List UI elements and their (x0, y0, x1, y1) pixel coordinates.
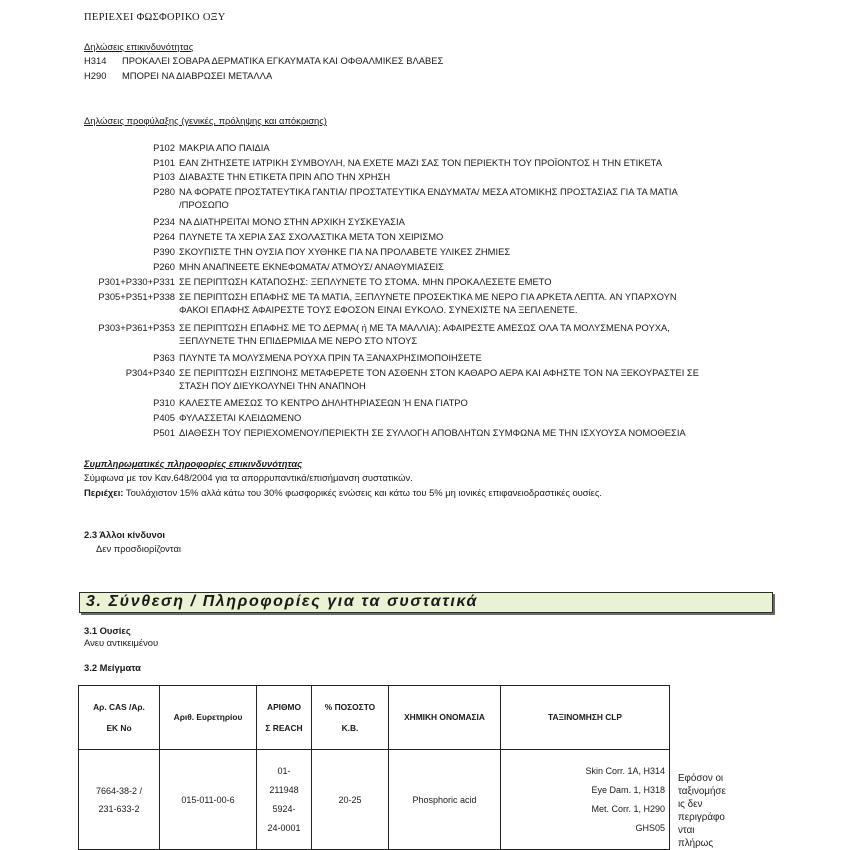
precaution-text: ΝΑ ΔΙΑΤΗΡΕΙΤΑΙ ΜΟΝΟ ΣΤΗΝ ΑΡΧΙΚΗ ΣΥΣΚΕΥΑΣΙΑ (179, 216, 405, 227)
precaution-text: ΣΚΟΥΠΙΣΤΕ ΤΗΝ ΟΥΣΙΑ ΠΟΥ ΧΥΘΗΚΕ ΓΙΑ ΝΑ ΠΡΟΛΑΒΕΤΕ ΥΛΙΚΕΣ ΖΗΜΙΕΣ (179, 246, 511, 257)
col-header-clp (501, 686, 670, 750)
section-3-title: 3. Σύνθεση / Πληροφορίες για τα συστατικά (86, 593, 479, 610)
other-hazards-text: Δεν προσδιορίζονται (96, 543, 181, 554)
col-header-cas (79, 686, 160, 750)
precaution-row (98, 276, 552, 289)
precaution-text: ΠΛΥΝΤΕ ΤΑ ΜΟΛΥΣΜΕΝΑ ΡΟΥΧΑ ΠΡΙΝ ΤΑ ΞΑΝΑΧΡΗΣΙΜΟΠΟΙΗΣΕΤΕ (179, 352, 482, 363)
precaution-code: P304+P340 (125, 367, 175, 378)
precaution-heading: Δηλώσεις προφύλαξης (γενικές, πρόληψης και απόκρισης) (84, 115, 327, 126)
precaution-text: ΣΕ ΠΕΡΙΠΤΩΣΗ ΕΠΑΦΗΣ ΜΕ ΤΑ ΜΑΤΙΑ, ΞΕΠΛΥΝΕΤΕ ΠΡΟΣΕΚΤΙΚΑ ΜΕ ΝΕΡΟ ΓΙΑ ΑΡΚΕΤΑ ΛΕΠΤΑ. ΑΝ ΥΠΑΡΧΟΥΝ (179, 291, 677, 302)
header-line: Κ.Β. (341, 722, 359, 733)
section-3-header (79, 592, 773, 613)
cell-line: Met. Corr. 1, H290 (591, 803, 665, 814)
hazard-text: ΠΡΟΚΑΛΕΙ ΣΟΒΑΡΑ ΔΕΡΜΑΤΙΚΑ ΕΓΚΑΥΜΑΤΑ ΚΑΙ ΟΦΘΑΛΜΙΚΕΣ ΒΛΑΒΕΣ (122, 55, 444, 66)
precaution-code: P310 (153, 397, 175, 408)
mixtures-table (78, 685, 759, 850)
precaution-code: P305+P351+P338 (98, 291, 175, 302)
col-header-index (160, 686, 257, 750)
contains-line: ΠΕΡΙΕΧΕΙ ΦΩΣΦΟΡΙΚΟ ΟΞΥ (84, 12, 226, 23)
precaution-code: P260 (153, 261, 175, 272)
precaution-text: ΣΤΑΣΗ ΠΟΥ ΔΙΕΥΚΟΛΥΝΕΙ ΤΗΝ ΑΝΑΠΝΟΗ (179, 379, 366, 391)
precaution-row (153, 261, 444, 274)
precaution-row (153, 142, 270, 155)
note-line: ταξινομήσε (678, 785, 726, 797)
cell-index: 015-011-00-6 (160, 750, 257, 850)
cell-line: 24-0001 (267, 822, 301, 833)
contains-label: Περιέχει: (84, 487, 124, 498)
cell-percent: 20-25 (312, 750, 389, 850)
precaution-text: ΜΑΚΡΙΑ ΑΠΟ ΠΑΙΔΙΑ (179, 142, 270, 153)
substances-heading: 3.1 Ουσίες (84, 625, 131, 636)
precaution-code: P301+P330+P331 (98, 276, 175, 287)
hazard-code: H314 (84, 55, 107, 66)
supplementary-line: Σύμφωνα με τον Καν.648/2004 για τα απορρυπαντικά/επισήμανση συστατικών. (84, 472, 413, 483)
header-line: ΑΡΙΘΜΟ (267, 701, 301, 712)
supplementary-heading: Συμπληρωματικές πληροφορίες επικινδυνότητας (84, 458, 303, 469)
cell-note (670, 750, 759, 850)
hazard-row (84, 55, 443, 66)
cell-line: 211948 (269, 784, 299, 795)
note-line: Εφόσον οι (678, 772, 724, 784)
hazard-row (84, 70, 272, 81)
precaution-code: P234 (153, 216, 175, 227)
precaution-row (153, 352, 482, 365)
table-row (79, 750, 759, 850)
precaution-text: ΜΗΝ ΑΝΑΠΝΕΕΤΕ ΕΚΝΕΦΩΜΑΤΑ/ ΑΤΜΟΥΣ/ ΑΝΑΘΥΜΙΑΣΕΙΣ (179, 261, 444, 272)
precaution-code: P103 (153, 171, 175, 182)
cell-chem: Phosphoric acid (389, 750, 501, 850)
precaution-row (98, 322, 670, 347)
mixtures-heading: 3.2 Μείγματα (84, 662, 141, 673)
precaution-code: P390 (153, 246, 175, 257)
precaution-code: P102 (153, 142, 175, 153)
hazard-heading: Δηλώσεις επικινδυνότητας (84, 41, 194, 52)
precaution-row (153, 397, 468, 410)
cell-line: GHS05 (635, 822, 665, 833)
header-line: Σ REACH (265, 722, 303, 733)
hazard-text: ΜΠΟΡΕΙ ΝΑ ΔΙΑΒΡΩΣΕΙ ΜΕΤΑΛΛΑ (122, 70, 273, 81)
table-header-row (79, 686, 759, 750)
other-hazards-heading: 2.3 Άλλοι κίνδυνοι (84, 529, 166, 540)
precaution-row (153, 231, 444, 244)
header-line: ΤΑΞΙΝΟΜΗΣΗ CLP (548, 712, 622, 722)
cell-line: 231-633-2 (98, 803, 140, 814)
precaution-row (153, 412, 302, 425)
precaution-code: P101 (153, 157, 175, 168)
precaution-text: ΦΥΛΑΣΣΕΤΑΙ ΚΛΕΙΔΩΜΕΝΟ (179, 412, 302, 423)
precaution-code: P405 (153, 412, 175, 423)
precaution-text: ΦΑΚΟΙ ΕΠΑΦΗΣ ΑΦΑΙΡΕΣΤΕ ΤΟΥΣ ΕΦΟΣΟΝ ΕΙΝΑΙ ΕΥΚΟΛΟ. ΣΥΝΕΧΙΣΤΕ ΝΑ ΞΕΠΛΕΝΕΤΕ. (179, 303, 578, 315)
precaution-code: P303+P361+P353 (98, 322, 175, 333)
precaution-row (153, 186, 678, 211)
cell-line: 7664-38-2 / (95, 785, 143, 796)
header-line: Αρ. CAS /Αρ. (93, 701, 145, 712)
hazard-code: H290 (84, 70, 107, 81)
header-spacer (670, 686, 759, 750)
precaution-row (98, 291, 677, 316)
precaution-text: ΔΙΑΘΕΣΗ ΤΟΥ ΠΕΡΙΕΧΟΜΕΝΟΥ/ΠΕΡΙΕΚΤΗ ΣΕ ΣΥΛΛΟΓΗ ΑΠΟΒΛΗΤΩΝ ΣΥΜΦΩΝΑ ΜΕ ΤΗΝ ΙΣΧΥΟΥΣΑ ΝΟΜΟΘΕΣΙΑ (179, 427, 686, 438)
note-line: ις δεν (678, 798, 703, 810)
cell-line: Skin Corr. 1A, H314 (585, 765, 665, 776)
header-line: ΧΗΜΙΚΗ ΟΝΟΜΑΣΙΑ (404, 712, 485, 722)
precaution-row (153, 171, 391, 184)
precaution-text: ΞΕΠΛΥΝΕΤΕ ΤΗΝ ΕΠΙΔΕΡΜΙΔΑ ΜΕ ΝΕΡΟ ΣΤΟ ΝΤΟΥΣ (179, 334, 418, 346)
col-header-chem (389, 686, 501, 750)
cell-line: Eye Dam. 1, H318 (591, 784, 665, 795)
header-line: % ΠΟΣΟΣΤΟ (324, 701, 376, 712)
precaution-row (153, 157, 662, 170)
col-header-reach (257, 686, 312, 750)
note-line: περιγράφο (678, 811, 725, 823)
header-line: ΕΚ No (106, 722, 132, 733)
precaution-text: ΕΑΝ ΖΗΤΗΣΕΤΕ ΙΑΤΡΙΚΗ ΣΥΜΒΟΥΛΗ, ΝΑ ΕΧΕΤΕ ΜΑΖΙ ΣΑΣ ΤΟΝ ΠΕΡΙΕΚΤΗ ΤΟΥ ΠΡΟΪΟΝΤΟΣ Η ΤΗΝ ΕΤΙΚΕΤΑ (179, 157, 662, 168)
note-line: νται (678, 824, 695, 836)
header-line: Αριθ. Ευρετηρίου (173, 712, 243, 722)
cell-reach (257, 750, 312, 850)
contains-text: Τουλάχιστον 15% αλλά κάτω του 30% φωσφορικές ενώσεις και κάτω του 5% μη ιονικές επιφανειοδραστικές ουσίες. (123, 487, 602, 498)
precaution-text: ΠΛΥΝΕΤΕ ΤΑ ΧΕΡΙΑ ΣΑΣ ΣΧΟΛΑΣΤΙΚΑ ΜΕΤΑ ΤΟΝ ΧΕΙΡΙΣΜΟ (179, 231, 444, 242)
cell-line: 5924- (272, 803, 296, 814)
precaution-row (153, 246, 511, 259)
cell-cas (79, 750, 160, 850)
precaution-code: P501 (153, 427, 175, 438)
substances-text: Ανευ αντικειμένου (84, 637, 159, 648)
cell-clp (501, 750, 670, 850)
precaution-text: ΣΕ ΠΕΡΙΠΤΩΣΗ ΕΙΣΠΝΟΗΣ ΜΕΤΑΦΕΡΕΤΕ ΤΟΝ ΑΣΘΕΝΗ ΣΤΟΝ ΚΑΘΑΡΟ ΑΕΡΑ ΚΑΙ ΑΦΗΣΤΕ ΤΟΝ ΝΑ ΞΕΚΟΥΡΑΣΤΕΙ ΣΕ (179, 367, 699, 378)
cell-line: 01- (277, 765, 291, 776)
precaution-text: ΔΙΑΒΑΣΤΕ ΤΗΝ ΕΤΙΚΕΤΑ ΠΡΙΝ ΑΠΟ ΤΗΝ ΧΡΗΣΗ (179, 171, 391, 182)
note-line: πλήρως (678, 837, 714, 849)
precaution-text: ΝΑ ΦΟΡΑΤΕ ΠΡΟΣΤΑΤΕΥΤΙΚΑ ΓΑΝΤΙΑ/ ΠΡΟΣΤΑΤΕΥΤΙΚΑ ΕΝΔΥΜΑΤΑ/ ΜΕΣΑ ΑΤΟΜΙΚΗΣ ΠΡΟΣΤΑΣΙΑΣ ΓΙΑ ΤΑ ΜΑΤΙΑ (179, 186, 678, 197)
precaution-row (125, 367, 699, 392)
precaution-text: /ΠΡΟΣΩΠΟ (179, 198, 229, 210)
precaution-text: ΣΕ ΠΕΡΙΠΤΩΣΗ ΚΑΤΑΠΟΣΗΣ: ΞΕΠΛΥΝΕΤΕ ΤΟ ΣΤΟΜΑ. ΜΗΝ ΠΡΟΚΑΛΕΣΕΤΕ ΕΜΕΤΟ (179, 276, 552, 287)
supplementary-contains (84, 487, 602, 498)
precaution-text: ΣΕ ΠΕΡΙΠΤΩΣΗ ΕΠΑΦΗΣ ΜΕ ΤΟ ΔΕΡΜΑ( ή ΜΕ ΤΑ ΜΑΛΛΙΑ): ΑΦΑΙΡΕΣΤΕ ΑΜΕΣΩΣ ΟΛΑ ΤΑ ΜΟΛΥΣΜΕΝΑ ΡΟΥΧΑ, (179, 322, 670, 333)
precaution-code: P264 (153, 231, 175, 242)
precaution-code: P363 (153, 352, 175, 363)
precaution-row (153, 427, 686, 440)
precaution-row (153, 216, 405, 229)
col-header-percent (312, 686, 389, 750)
precaution-text: ΚΑΛΕΣΤΕ ΑΜΕΣΩΣ ΤΟ ΚΕΝΤΡΟ ΔΗΛΗΤΗΡΙΑΣΕΩΝ Ή ΕΝΑ ΓΙΑΤΡΟ (179, 397, 468, 408)
precaution-code: P280 (153, 186, 175, 197)
